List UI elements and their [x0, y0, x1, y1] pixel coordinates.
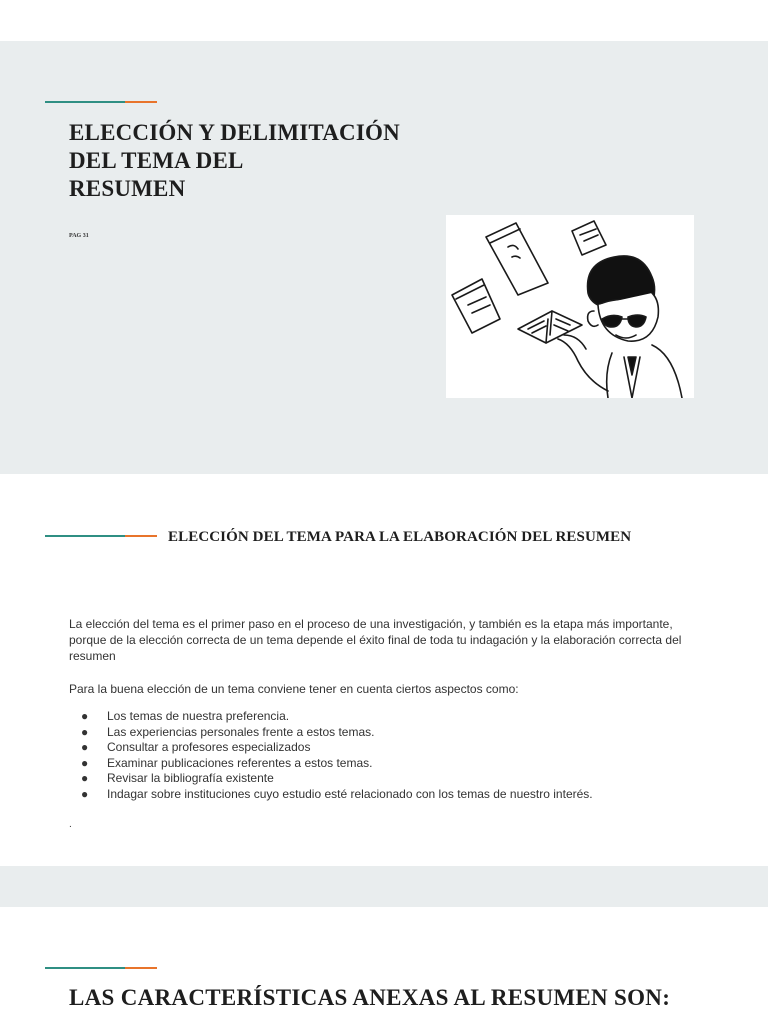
bullet-icon: ●: [81, 786, 89, 801]
accent-line: [45, 967, 157, 969]
list-item: ● Indagar sobre instituciones cuyo estudio esté relacionado con los temas de nuestro interés.: [81, 786, 593, 801]
bullet-icon: ●: [81, 771, 89, 786]
bullet-icon: ●: [81, 709, 89, 723]
title-slide: [0, 41, 768, 474]
flying-book-icon: [452, 279, 500, 333]
content-slide: [0, 474, 768, 866]
section-title: ELECCIÓN DEL TEMA PARA LA ELABORACIÓN DEL RESUMEN: [168, 529, 632, 545]
page-reference: PAG 31: [69, 233, 89, 239]
aspects-paragraph: Para la buena elección de un tema conviene tener en cuenta ciertos aspectos como:: [69, 682, 519, 696]
accent-line: [45, 101, 157, 103]
flying-book-icon: [486, 223, 548, 295]
list-item: ● Consultar a profesores especializados: [81, 740, 311, 755]
title-line-3: RESUMEN: [69, 176, 186, 201]
list-item: ● Examinar publicaciones referentes a estos temas.: [81, 755, 373, 770]
accent-line: [45, 535, 157, 537]
flying-book-icon: [572, 221, 606, 255]
list-item: ● Los temas de nuestra preferencia.: [81, 709, 290, 723]
intro-paragraph: La elección del tema es el primer paso en el proceso de una investigación, y también es la etapa más importante, porque de la elección correcta de un tema depende el éxito final de toda tu indagación y la elaboración correcta del resumen: [69, 617, 682, 663]
boy-with-sunglasses-reading-illustration: [446, 215, 694, 398]
title-line-1: ELECCIÓN Y DELIMITACIÓN: [69, 120, 400, 145]
list-item: ● Las experiencias personales frente a estos temas.: [81, 724, 375, 739]
characteristics-slide: [0, 907, 768, 1024]
aspects-list: [69, 709, 709, 803]
bullet-icon: ●: [81, 755, 89, 770]
slide-divider: [0, 866, 768, 907]
flying-book-icon: [518, 311, 582, 343]
bullet-icon: ●: [81, 724, 89, 739]
slide-title: LAS CARACTERÍSTICAS ANEXAS AL RESUMEN SON:: [69, 985, 671, 1010]
title-line-2: DEL TEMA DEL: [69, 148, 244, 173]
slide-title: [69, 119, 449, 203]
bullet-icon: ●: [81, 740, 89, 755]
trailing-dot: .: [69, 819, 72, 830]
list-item: ● Revisar la bibliografía existente: [81, 771, 274, 786]
